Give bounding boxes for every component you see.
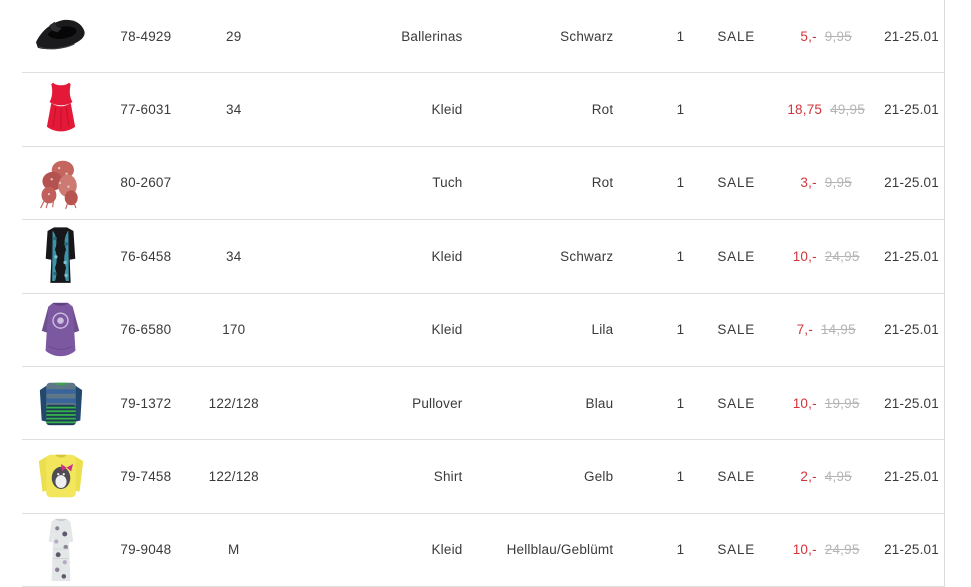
price-cell — [773, 514, 879, 586]
product-name: Kleid — [431, 322, 463, 338]
product-image-cell — [22, 440, 100, 512]
size-value: 34 — [226, 102, 242, 118]
product-color: Blau — [585, 395, 614, 411]
product-image-cell — [22, 147, 100, 219]
product-thumbnail-ballerinas[interactable] — [34, 11, 88, 61]
product-color: Schwarz — [560, 248, 614, 264]
original-price: 24,95 — [824, 248, 860, 264]
original-price: 9,95 — [824, 175, 852, 191]
product-table — [22, 0, 945, 587]
article-number: 80-2607 — [120, 175, 172, 191]
size-value: M — [228, 542, 240, 558]
product-thumbnail-purple-dress[interactable] — [39, 301, 82, 359]
article-number: 79-7458 — [120, 468, 172, 484]
quantity-value: 1 — [676, 542, 685, 558]
delivery-date: 21-25.01 — [884, 248, 939, 264]
sale-badge: SALE — [717, 468, 756, 484]
product-image-cell — [22, 220, 100, 292]
product-name: Kleid — [431, 102, 463, 118]
quantity-value: 1 — [676, 322, 685, 338]
sale-badge: SALE — [717, 175, 756, 191]
sale-badge: SALE — [717, 248, 756, 264]
product-image-cell — [22, 0, 100, 72]
product-name: Ballerinas — [401, 28, 463, 44]
quantity-value: 1 — [676, 248, 685, 264]
product-name: Shirt — [433, 468, 463, 484]
product-thumbnail-floral-dress[interactable] — [44, 517, 78, 583]
product-image-cell — [22, 367, 100, 439]
original-price: 19,95 — [824, 395, 860, 411]
article-number: 79-1372 — [120, 395, 172, 411]
product-image-cell — [22, 514, 100, 586]
price-cell — [773, 294, 879, 366]
sale-price: 10,- — [792, 542, 817, 558]
product-color: Rot — [591, 102, 614, 118]
quantity-value: 1 — [676, 468, 685, 484]
original-price: 14,95 — [820, 322, 856, 338]
size-value: 122/128 — [208, 468, 259, 484]
quantity-value: 1 — [676, 102, 685, 118]
product-color: Lila — [591, 322, 614, 338]
product-name: Pullover — [412, 395, 463, 411]
sale-price: 18,75 — [787, 102, 823, 118]
delivery-date: 21-25.01 — [884, 322, 939, 338]
quantity-value: 1 — [676, 395, 685, 411]
delivery-date: 21-25.01 — [884, 542, 939, 558]
sale-badge: SALE — [717, 395, 756, 411]
delivery-date: 21-25.01 — [884, 102, 939, 118]
table-row — [22, 0, 944, 73]
product-color: Rot — [591, 175, 614, 191]
original-price: 49,95 — [830, 102, 865, 118]
product-thumbnail-red-dress[interactable] — [46, 79, 76, 141]
product-name: Kleid — [431, 248, 463, 264]
price-cell — [773, 147, 879, 219]
table-row — [22, 514, 944, 587]
size-value: 29 — [226, 28, 242, 44]
product-color: Gelb — [584, 468, 614, 484]
sale-price: 3,- — [800, 175, 817, 191]
sale-price: 2,- — [800, 468, 817, 484]
table-row — [22, 73, 944, 146]
product-image-cell — [22, 73, 100, 145]
article-number: 78-4929 — [120, 28, 172, 44]
product-thumbnail-scarf[interactable] — [35, 157, 87, 209]
price-cell — [773, 440, 879, 512]
article-number: 79-9048 — [120, 542, 172, 558]
product-thumbnail-black-teal-dress[interactable] — [42, 225, 79, 287]
price-cell — [773, 367, 879, 439]
delivery-date: 21-25.01 — [884, 468, 939, 484]
quantity-value: 1 — [676, 28, 685, 44]
sale-badge — [699, 73, 773, 145]
price-cell — [773, 0, 879, 72]
product-name: Tuch — [432, 175, 463, 191]
sale-price: 5,- — [800, 28, 817, 44]
sale-badge: SALE — [717, 28, 756, 44]
product-image-cell — [22, 294, 100, 366]
sale-badge: SALE — [717, 322, 756, 338]
size-value: 122/128 — [208, 395, 259, 411]
sale-price: 10,- — [792, 248, 817, 264]
sale-price: 10,- — [792, 395, 817, 411]
table-row — [22, 367, 944, 440]
delivery-date: 21-25.01 — [884, 28, 939, 44]
sale-badge: SALE — [717, 542, 756, 558]
article-number: 76-6580 — [120, 322, 172, 338]
original-price: 24,95 — [824, 542, 860, 558]
table-row — [22, 294, 944, 367]
size-value — [192, 147, 276, 219]
product-thumbnail-yellow-shirt[interactable] — [36, 450, 86, 502]
product-color: Schwarz — [560, 28, 614, 44]
size-value: 170 — [222, 322, 246, 338]
table-row — [22, 147, 944, 220]
delivery-date: 21-25.01 — [884, 175, 939, 191]
article-number: 76-6458 — [120, 248, 172, 264]
product-thumbnail-striped-pullover[interactable] — [38, 377, 84, 429]
price-cell — [773, 73, 879, 145]
table-row — [22, 440, 944, 513]
price-cell — [773, 220, 879, 292]
size-value: 34 — [226, 248, 242, 264]
table-row — [22, 220, 944, 293]
quantity-value: 1 — [676, 175, 685, 191]
original-price: 9,95 — [824, 28, 852, 44]
product-color: Hellblau/Geblümt — [506, 542, 614, 558]
product-name: Kleid — [431, 542, 463, 558]
original-price: 4,95 — [824, 468, 852, 484]
article-number: 77-6031 — [120, 102, 172, 118]
sale-price: 7,- — [796, 322, 813, 338]
delivery-date: 21-25.01 — [884, 395, 939, 411]
